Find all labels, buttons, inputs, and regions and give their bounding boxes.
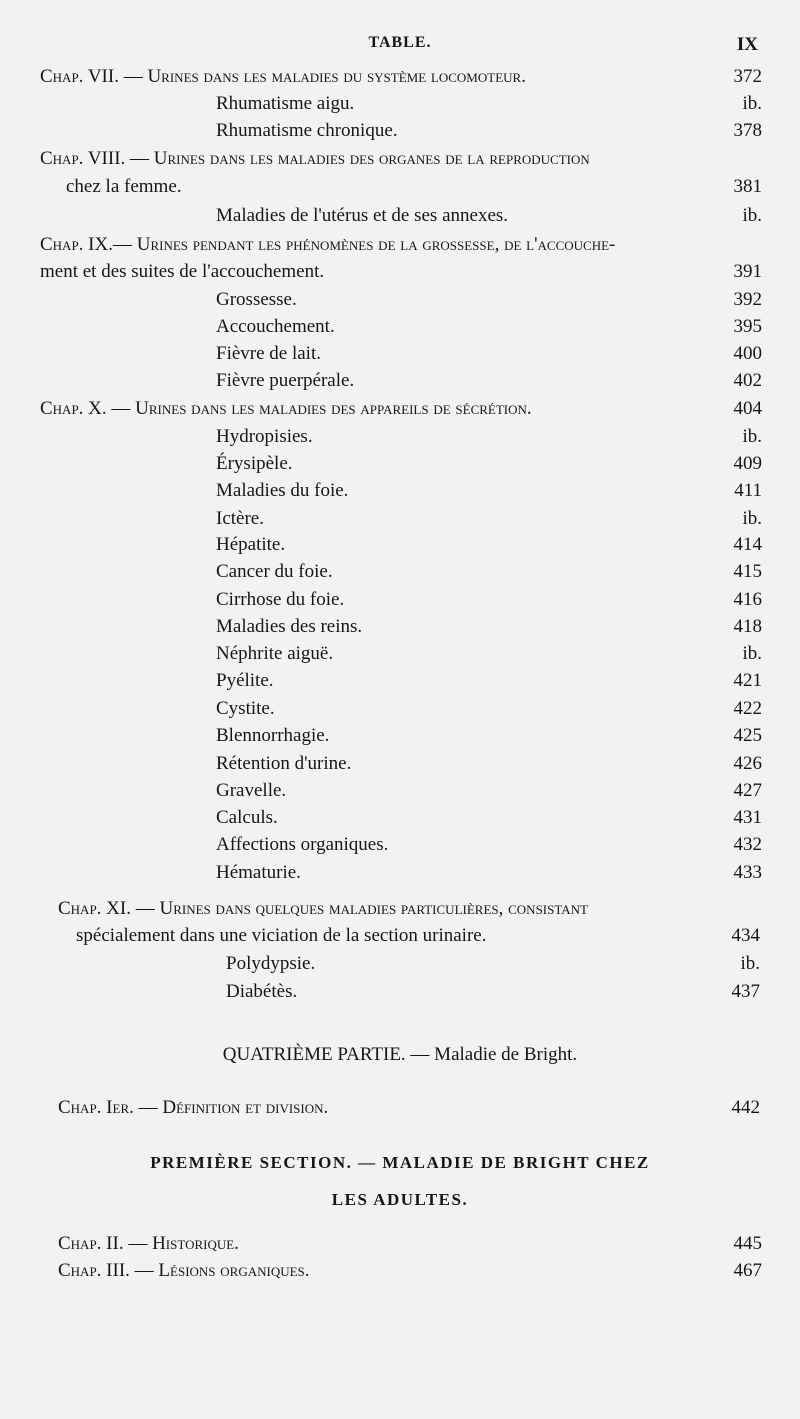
toc-entry-page: 415 (733, 561, 762, 582)
toc-entry-page: 400 (733, 343, 762, 364)
toc-subentry (0, 979, 800, 1005)
toc-entry-page: 432 (733, 834, 762, 855)
toc-entry-text: Érysipèle. (216, 453, 293, 474)
toc-entry-page: 409 (733, 453, 762, 474)
toc-subentry (0, 696, 800, 722)
toc-entry-text: Fièvre puerpérale. (216, 370, 355, 391)
toc-entry-text: Hydropisies. (216, 426, 313, 447)
toc-entry-page: 404 (733, 398, 762, 419)
toc-subentry (0, 668, 800, 694)
toc-chapter-entry (0, 232, 800, 258)
toc-entry-page: 434 (731, 925, 760, 946)
toc-entry-text: Chap. VII. — Urines dans les maladies du système locomoteur. (40, 66, 526, 87)
toc-entry-page: 421 (733, 670, 762, 691)
toc-entry-text: Maladies de l'utérus et de ses annexes. (216, 205, 509, 226)
toc-subentry (0, 751, 800, 777)
toc-subentry (0, 506, 800, 532)
toc-subentry (0, 723, 800, 749)
toc-entry-page: 416 (733, 589, 762, 610)
toc-entry-text: Diabétès. (226, 981, 298, 1002)
section-entry-page: 467 (733, 1260, 762, 1281)
section-entry (0, 1258, 800, 1284)
toc-entry-page: 372 (733, 66, 762, 87)
toc-entry-text: Chap. XI. — Urines dans quelques maladies particulières, consistant (58, 898, 588, 919)
toc-entry-page: 433 (733, 862, 762, 883)
toc-entry-text: Néphrite aiguë. (216, 643, 334, 664)
toc-entry-text: Chap. VIII. — Urines dans les maladies des organes de la reproduction (40, 148, 590, 169)
toc-subentry (0, 805, 800, 831)
toc-entry-page: 431 (733, 807, 762, 828)
toc-entry-page: 414 (733, 534, 762, 555)
toc-subentry (0, 951, 800, 977)
toc-entry-page: ib. (740, 953, 760, 974)
part-entry-text: Chap. Ier. — Définition et division. (58, 1097, 329, 1118)
toc-entry-text: Chap. X. — Urines dans les maladies des appareils de sécrétion. (40, 398, 532, 419)
toc-entry-page: 425 (733, 725, 762, 746)
toc-entry-page: 378 (733, 120, 762, 141)
section-entry (0, 1231, 800, 1257)
toc-entry-text: Blennorrhagie. (216, 725, 330, 746)
toc-entry-text: Chap. IX.— Urines pendant les phénomènes de la grossesse, de l'accouche- (40, 234, 616, 255)
toc-entry-page: 437 (731, 981, 760, 1002)
toc-entry-page: 391 (733, 261, 762, 282)
toc-entry-text: Accouchement. (216, 316, 335, 337)
part-entry-page: 442 (731, 1097, 760, 1118)
toc-entry-page: 411 (734, 480, 762, 501)
toc-entry-page: ib. (742, 205, 762, 226)
toc-entry-text: spécialement dans une viciation de la section urinaire. (76, 925, 487, 946)
toc-entry-page: 418 (733, 616, 762, 637)
toc-subentry (0, 314, 800, 340)
toc-entry-text: Gravelle. (216, 780, 287, 801)
part-entry (0, 1095, 800, 1121)
toc-entry-text: Pyélite. (216, 670, 274, 691)
running-header-title: TABLE. (368, 34, 432, 51)
toc-subentry (0, 91, 800, 117)
toc-subentry (0, 614, 800, 640)
toc-entry-text: Maladies des reins. (216, 616, 363, 637)
toc-subentry (0, 451, 800, 477)
toc-chapter-entry (0, 174, 800, 200)
toc-chapter-entry (0, 146, 800, 172)
section-entry-text: Chap. II. — Historique. (58, 1233, 239, 1254)
toc-chapter-entry (0, 923, 800, 949)
section-entry-text: Chap. III. — Lésions organiques. (58, 1260, 310, 1281)
toc-entry-page: ib. (742, 93, 762, 114)
toc-subentry (0, 778, 800, 804)
toc-entry-page: 402 (733, 370, 762, 391)
toc-chapter-entry (0, 896, 800, 922)
toc-subentry (0, 341, 800, 367)
toc-subentry (0, 287, 800, 313)
section-title-line1: PREMIÈRE SECTION. — MALADIE DE BRIGHT CHEZ (150, 1153, 650, 1172)
toc-entry-text: Cystite. (216, 698, 275, 719)
toc-entry-text: Ictère. (216, 508, 264, 529)
toc-subentry (0, 587, 800, 613)
toc-entry-text: Grossesse. (216, 289, 297, 310)
toc-chapter-entry (0, 259, 800, 285)
toc-entry-text: Rhumatisme chronique. (216, 120, 398, 141)
toc-entry-text: Hépatite. (216, 534, 286, 555)
toc-entry-text: Polydypsie. (226, 953, 316, 974)
toc-subentry (0, 532, 800, 558)
toc-entry-page: 381 (733, 176, 762, 197)
toc-chapter-entry (0, 396, 800, 422)
toc-chapter-entry (0, 64, 800, 90)
toc-subentry (0, 860, 800, 886)
toc-entry-text: Affections organiques. (216, 834, 389, 855)
toc-subentry (0, 559, 800, 585)
toc-entry-text: Cancer du foie. (216, 561, 333, 582)
toc-entry-text: ment et des suites de l'accouchement. (40, 261, 325, 282)
toc-subentry (0, 118, 800, 144)
toc-subentry (0, 424, 800, 450)
toc-entry-text: Fièvre de lait. (216, 343, 321, 364)
toc-subentry (0, 832, 800, 858)
toc-subentry (0, 368, 800, 394)
toc-entry-page: 426 (733, 753, 762, 774)
toc-entry-page: ib. (742, 426, 762, 447)
toc-entry-page: 427 (733, 780, 762, 801)
toc-entry-text: Rhumatisme aigu. (216, 93, 355, 114)
section-title-line2: LES ADULTES. (331, 1190, 469, 1209)
toc-subentry (0, 478, 800, 504)
toc-entry-page: ib. (742, 508, 762, 529)
toc-entry-text: Calculs. (216, 807, 278, 828)
toc-subentry (0, 203, 800, 229)
toc-entry-text: Rétention d'urine. (216, 753, 352, 774)
toc-entry-text: chez la femme. (66, 176, 182, 197)
page-number: IX (736, 34, 758, 55)
section-entry-page: 445 (733, 1233, 762, 1254)
toc-entry-page: ib. (742, 643, 762, 664)
toc-entry-text: Cirrhose du foie. (216, 589, 345, 610)
part-title: QUATRIÈME PARTIE. — Maladie de Bright. (222, 1044, 578, 1065)
toc-entry-page: 392 (733, 289, 762, 310)
toc-entry-text: Hématurie. (216, 862, 301, 883)
toc-entry-page: 395 (733, 316, 762, 337)
toc-entry-page: 422 (733, 698, 762, 719)
toc-entry-text: Maladies du foie. (216, 480, 349, 501)
toc-subentry (0, 641, 800, 667)
